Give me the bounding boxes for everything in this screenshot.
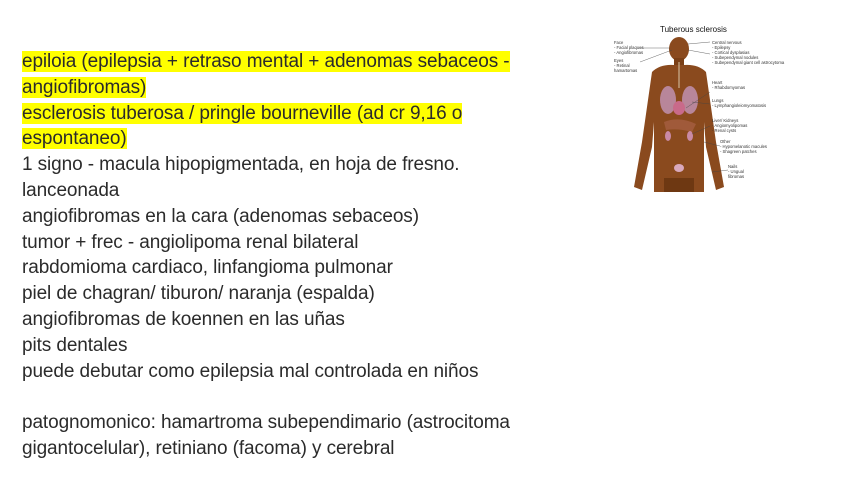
blank-line	[22, 384, 592, 410]
svg-text:- Angiofibromas: - Angiofibromas	[614, 50, 644, 55]
highlighted-line: espontaneo)	[22, 128, 127, 150]
note-line: puede debutar como epilepsia mal controlada en niños	[22, 360, 479, 382]
svg-text:Heart: Heart	[712, 80, 723, 85]
svg-text:hamartomas: hamartomas	[614, 68, 638, 73]
svg-text:Other: Other	[720, 139, 731, 144]
svg-text:- Renal cysts: - Renal cysts	[712, 128, 737, 133]
note-line: 1 signo - macula hipopigmentada, en hoja de fresno.	[22, 154, 460, 176]
svg-text:- Rhabdomyomas: - Rhabdomyomas	[712, 85, 746, 90]
highlighted-line: angiofibromas)	[22, 76, 147, 98]
svg-text:- Subependymal giant cell astr: - Subependymal giant cell astrocytoma	[712, 60, 785, 65]
body-diagram	[612, 22, 804, 194]
right-labels	[712, 40, 785, 179]
svg-text:- Subependymal nodules: - Subependymal nodules	[712, 55, 759, 60]
svg-text:- Shagreen patches: - Shagreen patches	[720, 149, 757, 154]
svg-text:- Hypomelanotic macules: - Hypomelanotic macules	[720, 144, 768, 149]
tuberous-sclerosis-figure	[612, 22, 804, 194]
svg-text:Lungs: Lungs	[712, 98, 724, 103]
note-line: pits dentales	[22, 334, 128, 356]
svg-text:Face: Face	[614, 40, 624, 45]
closing-line: patognomonico: hamartroma subependimario (astrocitoma	[22, 412, 510, 434]
svg-text:Eyes: Eyes	[614, 58, 624, 63]
svg-text:- Epilepsy: - Epilepsy	[712, 45, 731, 50]
highlighted-line: epiloia (epilepsia + retraso mental + adenomas sebaceos -	[22, 51, 510, 72]
svg-text:- Lymphangioleiomyomatosis: - Lymphangioleiomyomatosis	[712, 103, 767, 108]
notes-text	[22, 49, 592, 462]
note-line: tumor + frec - angiolipoma renal bilateral	[22, 231, 359, 253]
svg-text:- Facial plaques: - Facial plaques	[614, 45, 644, 50]
svg-text:fibromas: fibromas	[728, 174, 745, 179]
svg-text:Nails: Nails	[728, 164, 738, 169]
left-labels	[614, 40, 644, 73]
svg-text:Liver/ Kidneys: Liver/ Kidneys	[712, 118, 739, 123]
svg-text:- Cortical dysplasias: - Cortical dysplasias	[712, 50, 750, 55]
note-line: angiofibromas de koennen en las uñas	[22, 308, 345, 330]
note-line: piel de chagran/ tiburon/ naranja (espalda)	[22, 283, 375, 305]
svg-text:- Retinal: - Retinal	[614, 63, 630, 68]
note-line: rabdomioma cardiaco, linfangioma pulmonar	[22, 257, 393, 279]
svg-text:- Angiomyolipomas: - Angiomyolipomas	[712, 123, 748, 128]
note-line: lanceonada	[22, 179, 120, 201]
highlighted-line: esclerosis tuberosa / pringle bourneville (ad cr 9,16 o	[22, 102, 463, 124]
svg-text:Central nervous: Central nervous	[712, 40, 742, 45]
svg-text:- Ungual: - Ungual	[728, 169, 744, 174]
note-line: angiofibromas en la cara (adenomas sebaceos)	[22, 205, 419, 227]
closing-line: gigantocelular), retiniano (facoma) y cerebral	[22, 437, 395, 459]
figure-title: Tuberous sclerosis	[660, 25, 727, 34]
